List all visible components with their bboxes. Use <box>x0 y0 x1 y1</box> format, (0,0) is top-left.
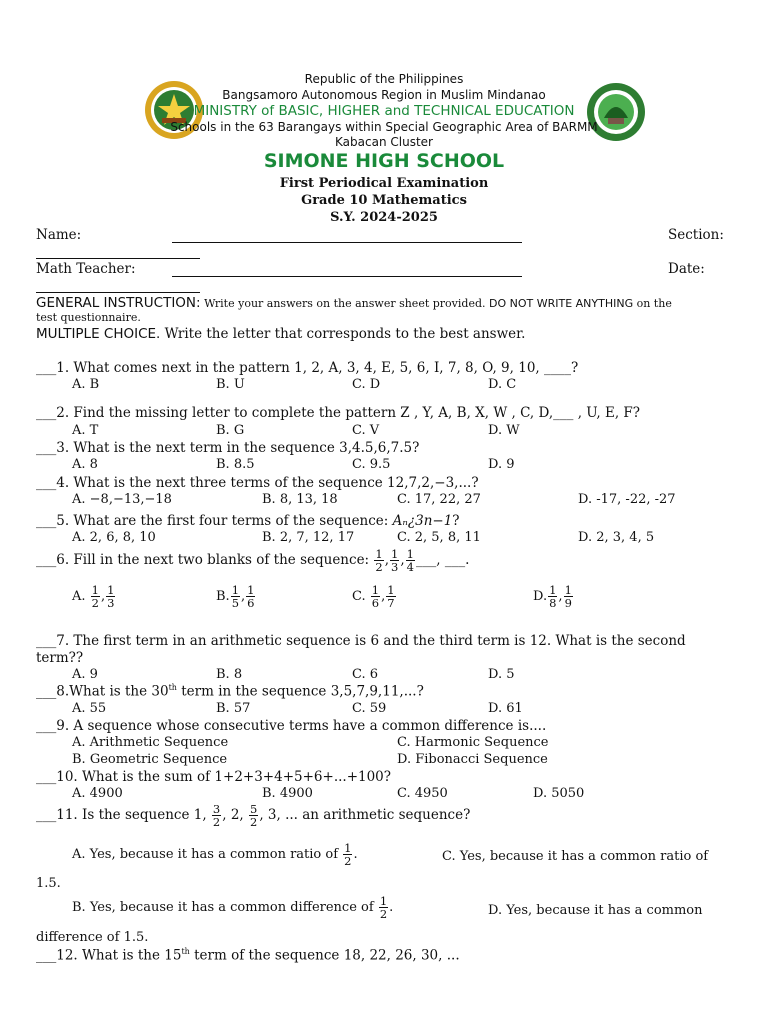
q1-option-d[interactable]: D. C <box>488 377 517 392</box>
q11-option-a[interactable]: A. Yes, because it has a common ratio of $\frac{1}{2}$ . <box>72 841 358 868</box>
q1-text: ___1. What comes next in the pattern 1, 2, A, 3, 4, E, 5, 6, I, 7, 8, O, 9, 10, ____? <box>36 360 579 376</box>
q9-option-d[interactable]: D. Fibonacci Sequence <box>397 752 548 767</box>
date-line[interactable] <box>36 292 200 293</box>
q5-option-a[interactable]: A. 2, 6, 8, 10 <box>72 530 156 545</box>
q2-text: ___2. Find the missing letter to complete the pattern Z , Y, A, B, X, W , C, D,___ , U, E, F? <box>36 405 641 421</box>
q7-text: ___7. The first term in an arithmetic sequence is 6 and the third term is 12. What is the second <box>36 633 686 649</box>
q6-option-b[interactable]: B. $\frac{1}{5}$ , $\frac{1}{6}$ <box>216 583 255 610</box>
q10-option-d[interactable]: D. 5050 <box>533 786 585 801</box>
exam-title: First Periodical Examination <box>279 176 489 191</box>
q11-option-d[interactable]: D. Yes, because it has a common <box>488 903 703 918</box>
q5-formula: Aₙ¿3n−1 <box>392 513 453 529</box>
q10-text: ___10. What is the sum of 1+2+3+4+5+6+...+100? <box>36 769 392 785</box>
q6-option-d[interactable]: D. $\frac{1}{8}$ , $\frac{1}{9}$ <box>533 583 572 610</box>
q1-option-c[interactable]: C. D <box>352 377 381 392</box>
q8-question: ___8.What is the 30th term in the sequence 3,5,7,9,11,...? <box>36 683 424 700</box>
q7-option-d[interactable]: D. 5 <box>488 667 515 682</box>
header-region: Bangsamoro Autonomous Region in Muslim Mindanao <box>222 88 546 102</box>
q3-option-a[interactable]: A. 8 <box>72 457 98 472</box>
header-ministry: MINISTRY of BASIC, HIGHER and TECHNICAL EDUCATION <box>193 103 575 119</box>
q12-question: ___12. What is the 15th term of the sequence 18, 22, 26, 30, ... <box>36 947 460 964</box>
q8-option-c[interactable]: C. 59 <box>352 701 387 716</box>
general-text: Write your answers on the answer sheet provided. <box>200 297 489 310</box>
general-label: GENERAL INSTRUCTION: <box>36 295 201 311</box>
section-label: Section: <box>668 227 724 243</box>
q3-option-d[interactable]: D. 9 <box>488 457 515 472</box>
teacher-line[interactable] <box>172 276 522 277</box>
q4-option-d[interactable]: D. -17, -22, -27 <box>578 492 676 507</box>
date-label: Date: <box>668 261 705 277</box>
q5-option-c[interactable]: C. 2, 5, 8, 11 <box>397 530 481 545</box>
header-country: Republic of the Philippines <box>304 72 464 86</box>
q2-option-c[interactable]: C. V <box>352 423 380 438</box>
q4-text: ___4. What is the next three terms of the sequence 12,7,2,−3,...? <box>36 475 479 491</box>
q1-option-a[interactable]: A. B <box>72 377 100 392</box>
name-line[interactable] <box>172 242 522 243</box>
q9-text: ___9. A sequence whose consecutive terms have a common difference is.... <box>36 718 547 734</box>
mc-label: MULTIPLE CHOICE. <box>36 326 161 342</box>
q5-option-b[interactable]: B. 2, 7, 12, 17 <box>262 530 355 545</box>
general-instruction <box>36 295 672 311</box>
q7-option-b[interactable]: B. 8 <box>216 667 243 682</box>
q11-question: ___11. Is the sequence 1, $\frac{3}{2}$ , 2, $\frac{5}{2}$ , 3, ... an arithmetic sequence? <box>36 802 471 829</box>
q5-end: ? <box>452 513 460 529</box>
q3-text: ___3. What is the next term in the sequence 3,4.5,6,7.5? <box>36 440 420 456</box>
q6-option-a[interactable]: A. $\frac{1}{2}$ , $\frac{1}{3}$ <box>72 583 115 610</box>
q8-option-b[interactable]: B. 57 <box>216 701 251 716</box>
q11-option-b[interactable]: B. Yes, because it has a common difference of $\frac{1}{2}$ . <box>72 894 394 921</box>
q8-option-a[interactable]: A. 55 <box>72 701 107 716</box>
q7-option-c[interactable]: C. 6 <box>352 667 379 682</box>
q2-option-a[interactable]: A. T <box>72 423 99 438</box>
q6-text: ___6. Fill in the next two blanks of the sequence: <box>36 552 374 568</box>
header-schools: Schools in the 63 Barangays within Special Geographic Area of BARMM <box>170 120 598 134</box>
section-line[interactable] <box>36 258 200 259</box>
q9-option-b[interactable]: B. Geometric Sequence <box>72 752 228 767</box>
q9-option-a[interactable]: A. Arithmetic Sequence <box>72 735 229 750</box>
q11-option-c[interactable]: C. Yes, because it has a common ratio of <box>442 849 709 864</box>
q5-question <box>36 513 460 529</box>
header-cluster: Kabacan Cluster <box>335 135 433 149</box>
mc-text: Write the letter that corresponds to the best answer. <box>160 326 526 342</box>
q11-option-d-cont: difference of 1.5. <box>36 930 149 945</box>
q6-tail: ___, ___. <box>415 552 470 568</box>
q11-option-c-cont: 1.5. <box>36 876 61 891</box>
q1-option-b[interactable]: B. U <box>216 377 245 392</box>
q3-option-b[interactable]: B. 8.5 <box>216 457 255 472</box>
general-line2: test questionnaire. <box>36 311 141 324</box>
q7-text-cont: term?? <box>36 650 84 666</box>
mc-instruction <box>36 326 525 342</box>
q7-option-a[interactable]: A. 9 <box>72 667 98 682</box>
school-year: S.Y. 2024-2025 <box>330 210 438 225</box>
q5-text: ___5. What are the first four terms of the sequence: <box>36 513 393 529</box>
teacher-label: Math Teacher: <box>36 261 136 277</box>
q3-option-c[interactable]: C. 9.5 <box>352 457 391 472</box>
q10-option-c[interactable]: C. 4950 <box>397 786 448 801</box>
q5-option-d[interactable]: D. 2, 3, 4, 5 <box>578 530 655 545</box>
school-name: SIMONE HIGH SCHOOL <box>263 150 505 172</box>
general-bold: DO NOT WRITE ANYTHING <box>488 297 634 310</box>
general-tail: on the <box>633 297 672 310</box>
q2-option-d[interactable]: D. W <box>488 423 520 438</box>
exam-subject: Grade 10 Mathematics <box>301 193 467 208</box>
q4-option-a[interactable]: A. −8,−13,−18 <box>72 492 172 507</box>
q6-question: ___6. Fill in the next two blanks of the sequence: $\frac{1}{2}$ , $\frac{1}{3}$ , $\frac{1}{4}$ ___, ___. <box>36 547 470 574</box>
name-label: Name: <box>36 227 82 243</box>
q6-option-c[interactable]: C. $\frac{1}{6}$ , $\frac{1}{7}$ <box>352 583 395 610</box>
q4-option-c[interactable]: C. 17, 22, 27 <box>397 492 481 507</box>
q2-option-b[interactable]: B. G <box>216 423 245 438</box>
q4-option-b[interactable]: B. 8, 13, 18 <box>262 492 338 507</box>
q8-option-d[interactable]: D. 61 <box>488 701 523 716</box>
q10-option-a[interactable]: A. 4900 <box>72 786 123 801</box>
q9-option-c[interactable]: C. Harmonic Sequence <box>397 735 549 750</box>
q10-option-b[interactable]: B. 4900 <box>262 786 313 801</box>
